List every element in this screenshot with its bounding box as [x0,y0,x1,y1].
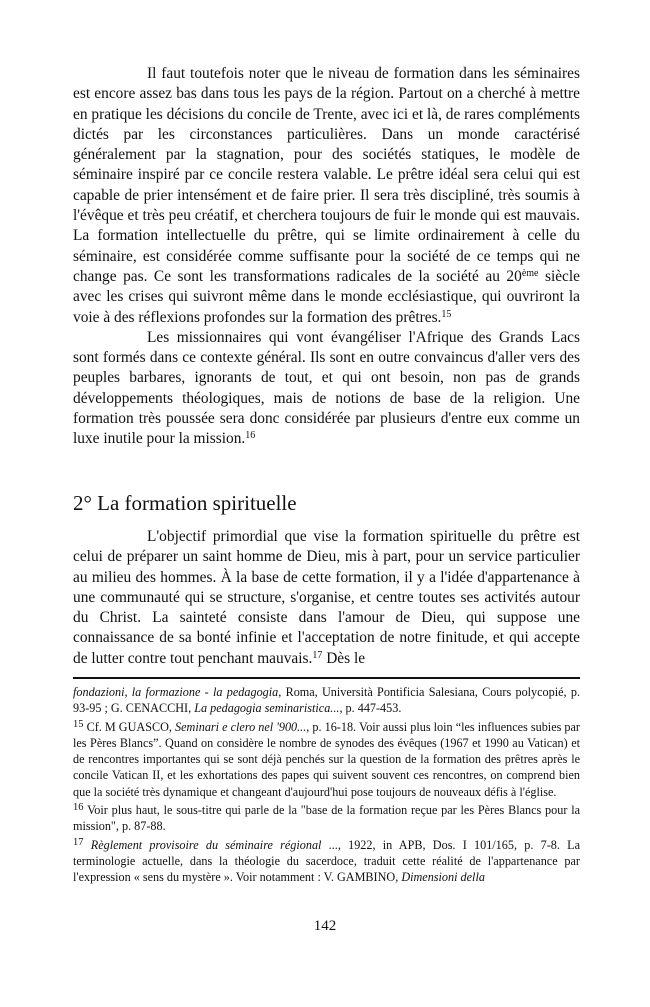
footnote-continued-title: fondazioni, la formazione - la pedagogia, [73,685,282,699]
footnote-16 [73,802,580,835]
footnote-continued-title2: La pedagogia seminaristica... [194,701,340,716]
paragraph-2-text: Les missionnaires qui vont évangéliser l'Afrique des Grands Lacs sont formés dans ce contexte général. Ils sont en outre convaincus d'aller vers des peuples barbares, ignorants de tout, et qui ont besoin, non pas de grands développements théologiques, mais de notions de base de la religion. Une formation très poussée sera donc considérée par plusieurs d'entre eux comme un luxe inutile pour la mission. [73,328,580,448]
footnote-continued [73,684,580,717]
main-text-block [73,64,580,450]
footnote-17 [73,837,580,886]
paragraph-1 [73,64,580,328]
footnote-15-title: Seminari e clero nel '900... [175,719,307,734]
footnote-15-text2: , p. 16-18. Voir aussi plus loin “les influences subies par les Pères Blancs”. Quand on considère le nombre de synodes des évêques (1967 et 1990 au Vatican) et de rencontres importantes qui se sont déjà penchés sur la question de la formation des prêtres après le concile Vatican II, et les exhortations des papes qui suivent souvent ces rencontres, on comprend bien que la société très dynamique et changeant d'aujourd'hui pose toujours de nouveaux défis à l'église. [73,719,580,799]
footnote-16-number: 16 [73,802,84,814]
footnote-17-text: ..., 1922, in APB, Dos. I 101/165, p. 7-8. La terminologie actuelle, dans la théologie du sacerdoce, traduit cette réalité de l'appartenance par l'expression « sens du mystère ». Voir notamment : V. GAMBINO, [73,837,581,885]
footnote-15-text: Cf. M GUASCO, [83,719,176,734]
footnotes [73,684,580,888]
footnote-17-number: 17 [73,836,84,848]
paragraph-1-text-cont: siècle avec les crises qui suivront même dans le monde ecclésiastique, qui ouvriront la voie à des réflexions profondes sur la formation des prêtres. [73,267,580,326]
paragraph-3-text: L'objectif primordial que vise la formation spirituelle du prêtre est celui de préparer un saint homme de Dieu, mis à part, pour un service particulier au milieu des hommes. À la base de cette formation, il y a l'idée d'appartenance à une communauté qui se structure, s'organise, et centre toutes ses activités autour du Christ. La sainteté consiste dans l'amour de Dieu, qui suppose une connaissance de sa bonté infinie et l'acceptation de notre finitude, et qui accepte de lutter contre tout penchant mauvais. [73,528,580,667]
footnote-continued-text2: , p. 447-453. [339,701,402,716]
footnote-15-number: 15 [73,718,84,730]
footnote-16-text: Voir plus haut, le sous-titre qui parle de la "base de la formation reçue par les Pères Blancs pour la mission", p. 87-88. [73,803,580,834]
footnote-ref-15[interactable]: 15 [441,308,452,320]
paragraph-3-text-cont: Dès le [322,649,366,667]
paragraph-3 [73,527,580,669]
footnote-ref-17[interactable]: 17 [312,649,323,661]
footnote-continued-text: Roma, Università Pontificia Salesiana, Cours polycopié, p. 93-95 ; G. CENACCHI, [73,685,580,716]
footnote-separator [73,677,580,679]
paragraph-2 [73,328,580,450]
page-number: 142 [313,918,337,934]
footnote-ref-16[interactable]: 16 [245,430,256,442]
paragraph-1-text: Il faut toutefois noter que le niveau de formation dans les séminaires est encore assez bas dans tous les pays de la région. Partout on a cherché à mettre en pratique les décisions du concile de Trente, avec ici et là, de rares compléments dictés par les circonstances particulières. Dans un monde caractérisé généralement par la stagnation, pour des sociétés statiques, le modèle de séminaire inspiré par ce concile restera valable. Le prêtre idéal sera celui qui est capable de prier intensément et de faire prier. Il sera très discipliné, très soumis à l'évêque et très peu créatif, et cherchera toujours de fuir le monde qui est mauvais. La formation intellectuelle du prêtre, qui se limite ordinairement à celle du séminaire, est considérée comme suffisante pour la société de ce temps qui ne change pas. Ce sont les transformations radicales de la société au 20 [73,65,580,285]
footnote-17-title: Règlement provisoire du séminaire régional [90,837,322,852]
ordinal-superscript: ème [521,267,539,279]
section-text-block [73,527,580,669]
footnote-15 [73,719,580,800]
footnote-17-title2: Dimensioni della [401,870,485,885]
section-heading: 2° La formation spirituelle [73,491,297,515]
